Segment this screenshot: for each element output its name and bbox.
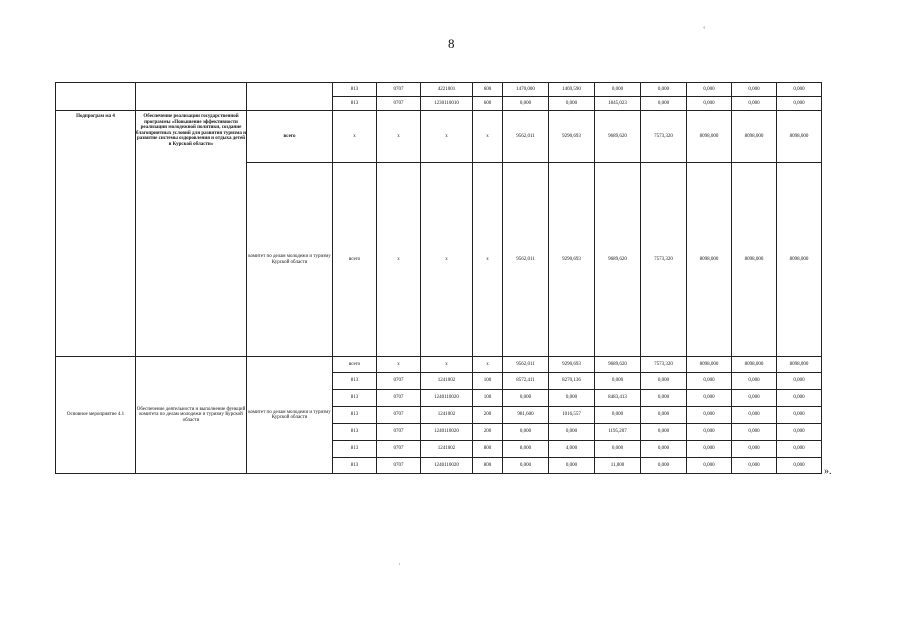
empty-cell [136,83,247,111]
table-cell: 8098,000 [777,111,822,163]
table-cell: 800 [473,441,503,458]
table-cell: 7573,320 [641,357,687,373]
table-cell: 8098,000 [777,357,822,373]
table-cell: 8098,000 [687,163,732,357]
table-cell: 9290,693 [549,111,595,163]
table-cell: 1195,207 [595,424,641,441]
table-cell: 0,000 [595,407,641,424]
table-cell: 0,000 [687,424,732,441]
executor-committee: комитет по делам молодежи и туризму Курской области [247,163,333,357]
empty-cell [247,83,333,111]
table-cell: 100 [473,373,503,390]
table-cell: 0,000 [777,97,822,111]
table-cell: x [421,163,473,357]
measure-label: Основное мероприятие 4.1 [56,357,136,474]
table-cell: 9562,011 [503,111,549,163]
table-cell: 0,000 [641,407,687,424]
scan-speck: · [398,560,401,569]
table-cell: 9562,011 [503,357,549,373]
table-cell: 8270,136 [549,373,595,390]
table-cell: 1469,590 [549,83,595,97]
table-cell: 1241002 [421,441,473,458]
table-cell: 7573,320 [641,111,687,163]
table-cell: 0707 [377,97,421,111]
table-cell: 0,000 [503,390,549,407]
table-cell: x [473,357,503,373]
table-cell: 813 [333,373,377,390]
closing-quote-mark: ». [824,466,832,477]
table-cell: 1240110020 [421,458,473,474]
table-cell: 0,000 [687,458,732,474]
table-cell: 0,000 [549,458,595,474]
table-cell: x [421,111,473,163]
table-cell: 1240110020 [421,390,473,407]
table-cell: 8098,000 [732,163,777,357]
executor-total: всего [247,111,333,163]
table-cell: 0,000 [641,458,687,474]
table-cell: x [377,111,421,163]
table-cell: 1241002 [421,373,473,390]
table-cell: 9689,620 [595,163,641,357]
table-cell: 0,000 [777,373,822,390]
table-cell: 1016,557 [549,407,595,424]
table-cell: 813 [333,97,377,111]
table-row [56,357,822,373]
table-cell: x [473,111,503,163]
table-cell: 9290,693 [549,357,595,373]
table-cell: x [377,357,421,373]
table-cell: 1240110020 [421,424,473,441]
subprogram-label: Подпрограм ма 4 [56,111,136,357]
table-cell: 0,000 [732,458,777,474]
table-cell: 0,000 [503,458,549,474]
table-cell: 0,000 [503,97,549,111]
table-cell: 0,000 [549,97,595,111]
table-cell: 11,000 [595,458,641,474]
table-cell: 0,000 [687,97,732,111]
table-cell: 9689,620 [595,357,641,373]
table-cell: 1470,000 [503,83,549,97]
empty-cell [56,83,136,111]
table-cell: 0,000 [732,407,777,424]
budget-table [55,82,822,474]
page-number: 8 [448,36,455,51]
table-cell: x [377,163,421,357]
table-cell: 1845,023 [595,97,641,111]
table-cell: x [473,163,503,357]
table-cell: 0,000 [641,424,687,441]
table-cell: 0,000 [777,424,822,441]
table-cell: 600 [473,97,503,111]
table-cell: 800 [473,458,503,474]
table-row [56,111,822,163]
table-cell: 0707 [377,407,421,424]
table-cell: 7573,320 [641,163,687,357]
table-cell: 0,000 [641,441,687,458]
table-cell: 0,000 [641,83,687,97]
table-cell: 0,000 [777,441,822,458]
subprogram-title: Обеспечение реализации государственной программы «Повышение эффективности реализации молодежной политики, создание благоприятных условий для развития туризма и развитие системы оздоровления и отдыха детей в Курской области» [136,111,247,357]
table-cell: 8098,000 [777,163,822,357]
table-cell: всего [333,163,377,357]
table-cell: 0707 [377,390,421,407]
table-cell: 0,000 [687,441,732,458]
table-cell: 9290,693 [549,163,595,357]
table-cell: 8,000 [503,441,549,458]
table-cell: 600 [473,83,503,97]
measure-title: Обеспечение деятельности и выполнение функций комитета по делам молодежи и туризму Курской области [136,357,247,474]
table-cell: 1230110010 [421,97,473,111]
table-cell: 813 [333,458,377,474]
table-cell: 0,000 [549,424,595,441]
table-cell: 200 [473,424,503,441]
table-cell: 0,000 [549,390,595,407]
table-cell: 8098,000 [687,111,732,163]
table-cell: x [333,111,377,163]
table-cell: 0,000 [595,441,641,458]
table-cell: 0,000 [687,390,732,407]
table-cell: 0,000 [777,83,822,97]
table-cell: 8572,411 [503,373,549,390]
table-cell: 0,000 [777,390,822,407]
table-row [56,83,822,97]
table-cell: 0,000 [641,373,687,390]
table-cell: 0,000 [732,373,777,390]
table-cell: 813 [333,407,377,424]
table-cell: 8098,000 [732,357,777,373]
table-cell: 0,000 [595,373,641,390]
table-cell: 0,000 [732,424,777,441]
table-cell: 0,000 [732,97,777,111]
table-cell: x [421,357,473,373]
table-cell: 0707 [377,458,421,474]
table-cell: всего [333,357,377,373]
table-cell: 813 [333,390,377,407]
table-cell: 4,000 [549,441,595,458]
table-cell: 813 [333,441,377,458]
table-cell: 813 [333,83,377,97]
table-cell: 0,000 [687,83,732,97]
table-cell: 0,000 [595,83,641,97]
table-cell: 8098,000 [732,111,777,163]
table-cell: 200 [473,407,503,424]
measure-executor: комитет по делам молодежи и туризму Курской области [247,357,333,474]
table-cell: 0707 [377,83,421,97]
table-cell: 9689,620 [595,111,641,163]
table-cell: 100 [473,390,503,407]
scan-speck: ˚ [703,26,706,35]
table-cell: 0,000 [732,83,777,97]
table-cell: 0,000 [732,441,777,458]
table-cell: 981,600 [503,407,549,424]
table-cell: 0707 [377,373,421,390]
table-cell: 9562,011 [503,163,549,357]
table-cell: 0,000 [503,424,549,441]
table-cell: 0,000 [641,390,687,407]
table-cell: 0707 [377,424,421,441]
table-cell: 8483,413 [595,390,641,407]
table-cell: 0,000 [687,373,732,390]
table-cell: 0707 [377,441,421,458]
table-cell: 0,000 [777,407,822,424]
table-cell: 0,000 [641,97,687,111]
table-cell: 813 [333,424,377,441]
table-cell: 8098,000 [687,357,732,373]
table-cell: 0,000 [777,458,822,474]
table-cell: 4221001 [421,83,473,97]
table-cell: 0,000 [732,390,777,407]
table-cell: 0,000 [687,407,732,424]
table-cell: 1241002 [421,407,473,424]
